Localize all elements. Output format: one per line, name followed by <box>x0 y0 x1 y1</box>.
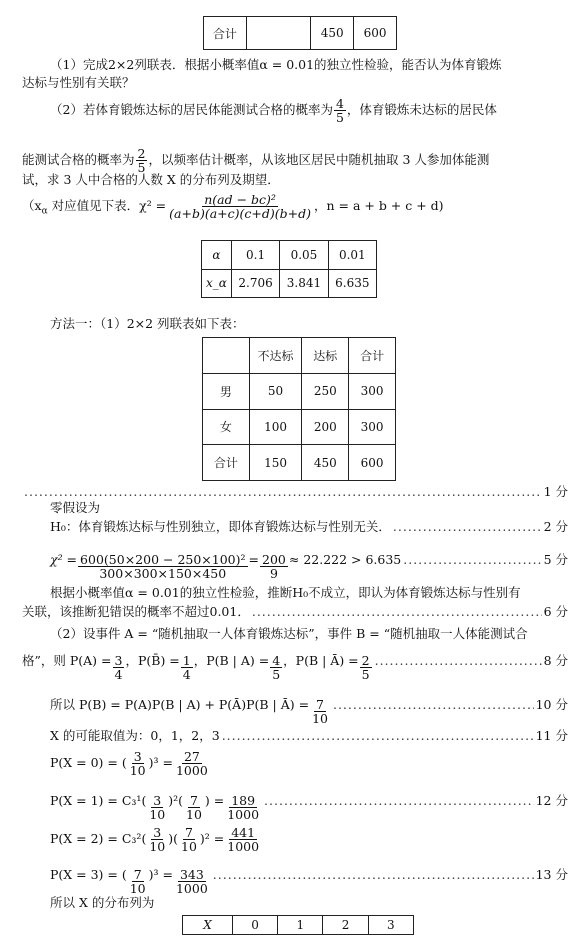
px-text: P(X = 0) = ( <box>50 755 127 770</box>
fraction <box>260 553 288 580</box>
px-text: P(X = 2) = C₃²( <box>50 831 147 846</box>
fraction-denominator: 5 <box>335 110 344 125</box>
fraction-numerator: 3 <box>153 793 162 808</box>
part2-line-2 <box>22 644 568 681</box>
chi-calc-text: = <box>248 552 260 567</box>
fraction-numerator: 2 <box>361 653 370 668</box>
x-values-text: X 的可能取值为：0，1，2，3 <box>50 728 220 743</box>
fraction-numerator: 3 <box>114 653 123 668</box>
pb-line <box>50 688 568 725</box>
fraction-denominator: 1000 <box>227 839 260 854</box>
fraction-numerator: 343 <box>179 867 204 882</box>
fraction-denominator: 300×300×150×450 <box>99 566 227 581</box>
top-table-cell <box>246 17 311 50</box>
q2-text: ，体育锻炼未达标的居民体 <box>346 102 497 117</box>
fraction <box>174 868 210 895</box>
part2-line-1: （2）设事件 A = “随机抽取一人体育锻炼达标”，事件 B = “随机抽取一人体能测试合 <box>50 626 528 641</box>
ct-cell: 女 <box>203 409 250 445</box>
ct-cell: 250 <box>302 373 349 409</box>
dist-cell: 1 <box>278 916 323 935</box>
fraction-numerator: 3 <box>133 749 142 764</box>
fraction-denominator: 10 <box>312 711 328 726</box>
q2-line-3: 试，求 3 人中合格的人数 X 的分布列及期望． <box>22 172 280 187</box>
fraction-denominator: 10 <box>129 881 146 896</box>
q2-text: ，以频率估计概率，从该地区居民中随机抽取 3 人参加体能测 <box>148 152 490 167</box>
q2-text: （2）若体育锻炼达标的居民体能测试合格的概率为 <box>50 102 333 117</box>
px-text: )³ = <box>148 867 173 882</box>
px1-line <box>50 784 568 821</box>
pb-text: 所以 P(B) = P(A)P(B | A) + P(Ā)P(B | Ā) = <box>50 697 310 712</box>
fraction <box>147 826 167 853</box>
score-label: 10 分 <box>535 697 568 712</box>
px-text: )( <box>168 831 178 846</box>
fraction <box>270 654 282 681</box>
score-label: 12 分 <box>535 793 568 808</box>
fraction-numerator: 1 <box>182 653 191 668</box>
part2-text: ，P(B | Ā) = <box>283 653 359 668</box>
fraction <box>360 654 372 681</box>
ct-cell: 300 <box>349 409 396 445</box>
fraction-numerator: 4 <box>335 96 344 111</box>
fraction-denominator: 10 <box>186 807 202 822</box>
fraction-denominator: 5 <box>137 160 146 175</box>
zero-hypothesis-label: 零假设为 <box>50 500 101 515</box>
fraction-numerator: 189 <box>231 793 256 808</box>
alpha-cell: α <box>202 241 232 270</box>
ct-cell: 合计 <box>349 338 396 374</box>
dist-line: 所以 X 的分布列为 <box>50 895 155 910</box>
dot-leader <box>213 858 534 892</box>
ct-cell: 不达标 <box>249 338 302 374</box>
chi-formula-fraction <box>167 193 313 220</box>
ct-cell: 男 <box>203 373 250 409</box>
q1-line-2: 达标与性别有关联？ <box>22 75 135 90</box>
top-table <box>203 16 397 50</box>
fraction <box>128 868 148 895</box>
ct-cell: 200 <box>302 409 349 445</box>
method-line: 方法一：（1）2×2 列联表如下表： <box>50 316 245 331</box>
fraction-numerator: 27 <box>183 749 200 764</box>
alpha-cell: 6.635 <box>328 269 376 298</box>
distribution-table <box>182 915 414 935</box>
chi-note <box>22 193 568 224</box>
px-text: P(X = 3) = ( <box>50 867 127 882</box>
fraction-denominator: 9 <box>269 566 278 581</box>
chi-note-text: （x <box>22 198 42 213</box>
alpha-cell: 3.841 <box>280 269 328 298</box>
chi-calc-line <box>50 540 568 580</box>
top-table-cell: 600 <box>354 17 397 50</box>
dot-leader <box>264 784 534 818</box>
dist-cell: 3 <box>368 916 413 935</box>
ct-cell: 合计 <box>203 445 250 481</box>
ct-cell <box>203 338 250 374</box>
fraction-numerator: n(ad − bc)² <box>204 192 276 207</box>
fraction-numerator: 7 <box>189 793 198 808</box>
x-values-line <box>50 727 568 745</box>
px-text: )³ = <box>148 755 173 770</box>
fraction-denominator: 10 <box>149 807 166 822</box>
fraction <box>147 794 167 821</box>
fraction-denominator: 10 <box>149 839 166 854</box>
fraction-numerator: 2 <box>137 146 146 161</box>
h0-line <box>50 518 568 536</box>
dist-cell: X <box>183 916 233 935</box>
fraction <box>78 553 247 580</box>
fraction <box>225 826 261 853</box>
dot-leader <box>393 518 542 536</box>
fraction-denominator: 5 <box>272 667 281 682</box>
part2-text: ，P(B̄) = <box>125 653 180 668</box>
dot-leader <box>222 727 534 745</box>
alpha-cell: x_α <box>202 269 232 298</box>
alpha-cell: 2.706 <box>231 269 279 298</box>
fraction-denominator: 4 <box>182 667 191 682</box>
dot-leader <box>403 540 541 580</box>
dist-cell: 0 <box>232 916 277 935</box>
px-text: )² = <box>199 831 225 846</box>
fraction-denominator: (a+b)(a+c)(c+d)(b+d) <box>169 206 311 221</box>
dist-cell: 2 <box>323 916 368 935</box>
fraction-denominator: 5 <box>361 667 370 682</box>
fraction-numerator: 200 <box>262 552 286 567</box>
score-label: 2 分 <box>543 519 568 534</box>
fraction <box>310 698 330 725</box>
q1-line-1: （1）完成2×2列联表．根据小概率值α = 0.01的独立性检验，能否认为体育锻炼 <box>50 57 502 72</box>
fraction-denominator: 10 <box>129 763 146 778</box>
fraction-numerator: 441 <box>231 825 256 840</box>
contingency-table <box>202 337 396 481</box>
fraction-numerator: 4 <box>272 653 281 668</box>
fraction <box>174 750 210 777</box>
dot-leader <box>252 603 542 621</box>
fraction <box>128 750 148 777</box>
ct-cell: 达标 <box>302 338 349 374</box>
alpha-cell: 0.1 <box>231 241 279 270</box>
q2-line-1 <box>50 97 568 124</box>
top-table-cell: 合计 <box>204 17 247 50</box>
inference-line-2 <box>22 603 568 621</box>
chi-calc-text: χ² = <box>50 552 78 567</box>
alpha-table <box>201 240 377 298</box>
fraction <box>225 794 261 821</box>
ct-cell: 450 <box>302 445 349 481</box>
chi-note-subscript: α <box>41 206 48 217</box>
fraction <box>113 654 125 681</box>
fraction <box>136 147 148 174</box>
alpha-cell: 0.01 <box>328 241 376 270</box>
ct-cell: 150 <box>249 445 302 481</box>
chi-calc-text: ≈ 22.222 > 6.635 <box>288 552 402 567</box>
alpha-cell: 0.05 <box>280 241 328 270</box>
fraction-denominator: 1000 <box>227 807 260 822</box>
dot-leader <box>375 644 542 678</box>
chi-note-text: ，n = a + b + c + d) <box>313 198 444 213</box>
fraction <box>179 826 199 853</box>
ct-cell: 50 <box>249 373 302 409</box>
fraction-numerator: 7 <box>133 867 142 882</box>
inference-line-1: 根据小概率值α = 0.01的独立性检验，推断H₀不成立，即认为体育锻炼达标与性别有 <box>50 585 521 600</box>
px-text: )²( <box>168 793 183 808</box>
px0-line <box>50 746 568 780</box>
score-label: 6 分 <box>543 604 568 619</box>
top-table-cell: 450 <box>311 17 354 50</box>
part2-text: 格”，则 P(A) = <box>22 653 112 668</box>
fraction-numerator: 600(50×200 − 250×100)² <box>80 552 246 567</box>
score-label: 1 分 <box>543 484 568 499</box>
ct-cell: 300 <box>349 373 396 409</box>
part2-text: ，P(B | A) = <box>193 653 270 668</box>
fraction-numerator: 7 <box>184 825 193 840</box>
inference-text: 关联，该推断犯错误的概率不超过0.01． <box>22 604 250 619</box>
score-label: 11 分 <box>535 728 568 743</box>
fraction <box>181 654 193 681</box>
fraction-denominator: 4 <box>114 667 123 682</box>
score-label: 8 分 <box>543 653 568 668</box>
score-label: 5 分 <box>543 552 568 567</box>
fraction-numerator: 7 <box>316 697 324 712</box>
dot-leader <box>333 688 534 722</box>
fraction-denominator: 1000 <box>175 763 208 778</box>
ct-cell: 100 <box>249 409 302 445</box>
px3-line <box>50 858 568 895</box>
q2-line-2 <box>22 147 568 174</box>
fraction-denominator: 10 <box>181 839 197 854</box>
fraction-numerator: 3 <box>153 825 162 840</box>
score-label: 13 分 <box>535 867 568 882</box>
q2-text: 能测试合格的概率为 <box>22 152 135 167</box>
fraction <box>184 794 204 821</box>
px-text: P(X = 1) = C₃¹( <box>50 793 147 808</box>
px-text: ) = <box>204 793 225 808</box>
fraction-denominator: 1000 <box>175 881 208 896</box>
fraction <box>334 97 346 124</box>
ct-cell: 600 <box>349 445 396 481</box>
px2-line <box>50 822 568 856</box>
chi-note-text: 对应值见下表．χ² = <box>47 198 167 213</box>
h0-text: H₀：体育锻炼达标与性别独立，即体育锻炼达标与性别无关． <box>50 519 391 534</box>
